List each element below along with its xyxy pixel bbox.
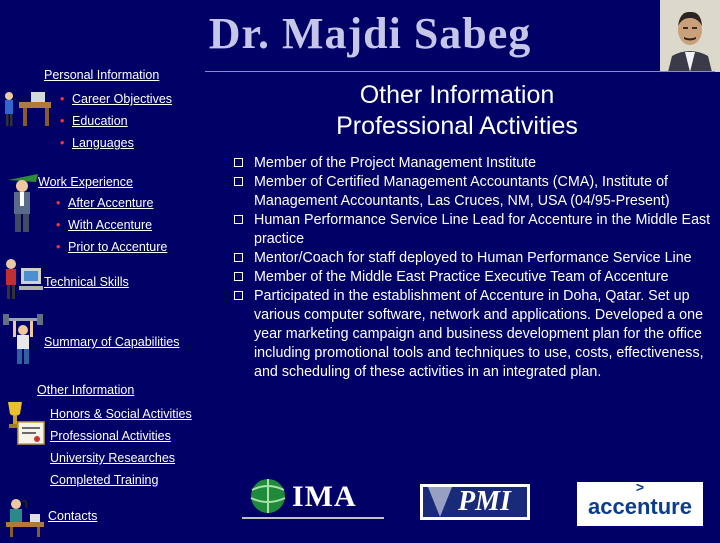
- bullet-dot-icon: •: [60, 92, 65, 106]
- nav-with-accenture[interactable]: • With Accenture: [56, 218, 153, 232]
- nav-professional-activities[interactable]: Professional Activities: [50, 429, 171, 443]
- list-item: Mentor/Coach for staff deployed to Human Performance Service Line: [234, 249, 712, 268]
- section-heading: Other Information: [359, 81, 555, 109]
- nav-prior-to-accenture[interactable]: • Prior to Accenture: [56, 240, 168, 254]
- nav-work-experience[interactable]: Work Experience: [38, 175, 133, 189]
- section-subheading: Professional Activities: [336, 112, 578, 140]
- page-title: Dr. Majdi Sabeg: [208, 9, 532, 58]
- bullet-dot-icon: •: [60, 114, 65, 128]
- checkbox-bullet-icon: [234, 272, 243, 281]
- computer-user-icon: [1, 254, 45, 307]
- telephone-desk-icon: [2, 494, 48, 543]
- ima-logo: [238, 474, 384, 520]
- pmi-logo-text: PMI: [458, 486, 511, 517]
- nav-education[interactable]: • Education: [60, 114, 128, 128]
- nav-languages[interactable]: • Languages: [60, 136, 134, 150]
- ima-logo-text: IMA: [292, 480, 357, 513]
- checkbox-bullet-icon: [234, 158, 243, 167]
- accenture-mark-icon: >: [635, 479, 645, 495]
- bullet-dot-icon: •: [56, 218, 61, 232]
- nav-summary-of-capabilities[interactable]: Summary of Capabilities: [44, 335, 180, 349]
- trophy-certificate-icon: [2, 398, 46, 453]
- businessman-icon: [2, 172, 42, 239]
- nav-career-objectives[interactable]: • Career Objectives: [60, 92, 173, 106]
- list-item: Member of the Middle East Practice Executive Team of Accenture: [234, 268, 712, 287]
- checkbox-bullet-icon: [234, 215, 243, 224]
- bullet-dot-icon: •: [56, 240, 61, 254]
- list-item: Member of Certified Management Accountants (CMA), Institute of Management Accountants, Las Cruces, NM, USA (04/95-Present): [234, 173, 712, 211]
- teacher-desk-icon: [1, 88, 57, 133]
- nav-university-researches[interactable]: University Researches: [50, 451, 176, 465]
- list-item: Member of the Project Management Institute: [234, 154, 712, 173]
- bullet-dot-icon: •: [56, 196, 61, 210]
- weightlifter-icon: [1, 312, 45, 371]
- pmi-logo: [420, 484, 530, 520]
- nav-honors-social-activities[interactable]: Honors & Social Activities: [50, 407, 192, 421]
- bullet-dot-icon: •: [60, 136, 65, 150]
- portrait-photo: [660, 0, 720, 72]
- list-item: Participated in the establishment of Accenture in Doha, Qatar. Set up various computer software, network and applications. Developed a one year marketing campaign and business development plan for the office including promotional tools and techniques to use, costs, effectiveness, and scheduling of these activities in an integrated plan.: [234, 287, 712, 382]
- nav-contacts[interactable]: Contacts: [48, 509, 98, 523]
- checkbox-bullet-icon: [234, 177, 243, 186]
- checkbox-bullet-icon: [234, 253, 243, 262]
- nav-other-information[interactable]: Other Information: [37, 383, 135, 397]
- nav-personal-information[interactable]: Personal Information: [44, 68, 160, 82]
- accenture-logo: [577, 479, 703, 526]
- nav-after-accenture[interactable]: • After Accenture: [56, 196, 154, 210]
- activities-list: [234, 154, 712, 382]
- title-divider: [205, 71, 715, 72]
- list-item: Human Performance Service Line Lead for Accenture in the Middle East practice: [234, 211, 712, 249]
- nav-completed-training[interactable]: Completed Training: [50, 473, 159, 487]
- nav-technical-skills[interactable]: Technical Skills: [44, 275, 129, 289]
- checkbox-bullet-icon: [234, 291, 243, 300]
- accenture-logo-text: accenture: [588, 494, 692, 519]
